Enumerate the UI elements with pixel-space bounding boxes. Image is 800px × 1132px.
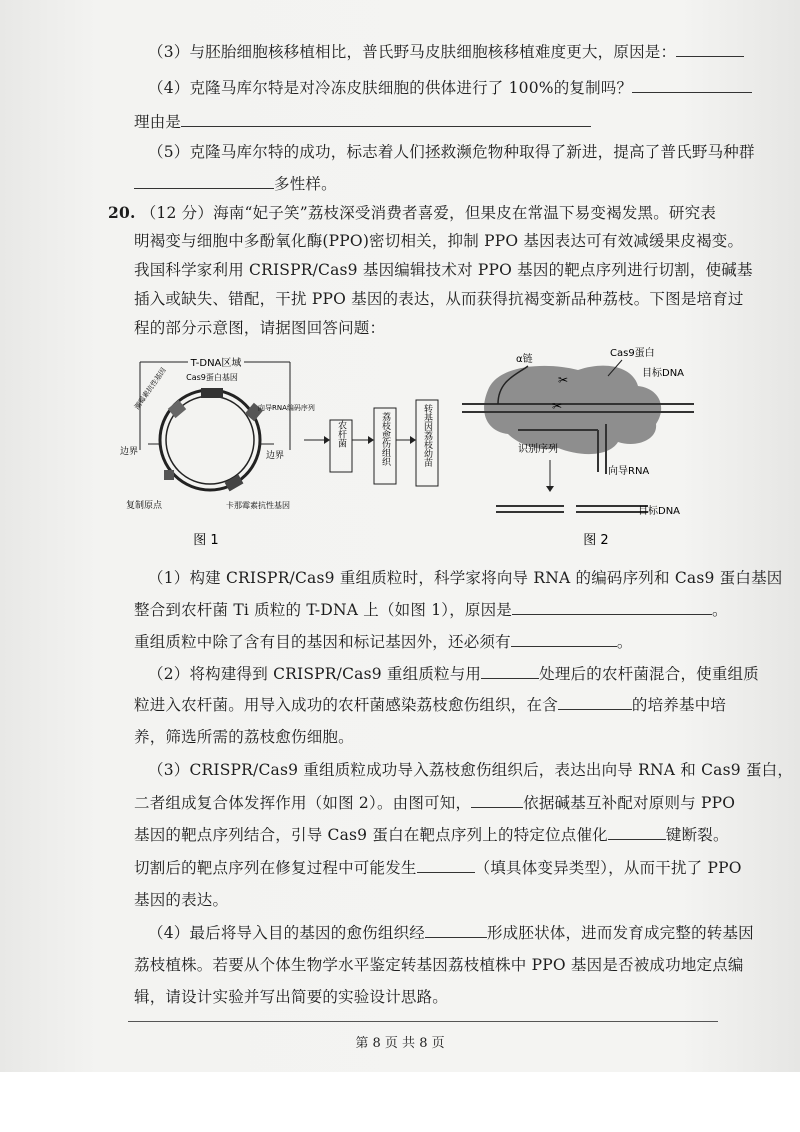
- q20-2-text: （2）将构建得到 CRISPR/Cas9 重组质粒与用: [148, 665, 482, 683]
- answer-blank[interactable]: [632, 76, 752, 93]
- q20-3-line2: [134, 791, 735, 813]
- q20-intro-line5: [134, 316, 385, 338]
- answer-blank[interactable]: [181, 110, 591, 127]
- q20-3-text: 切割后的靶点序列在修复过程中可能发生: [134, 859, 417, 877]
- q20-3-text: 依据碱基互补配对原则与 PPO: [523, 794, 736, 812]
- q20-2-text: 的培养基中培: [631, 696, 727, 714]
- cut-site-icon: ✂: [558, 373, 569, 387]
- cas9-gene-block: [201, 388, 223, 398]
- q20-2-line1: [148, 662, 759, 684]
- hygro-gene-block: [168, 400, 186, 418]
- answer-blank[interactable]: [425, 921, 487, 938]
- answer-blank[interactable]: [417, 856, 475, 873]
- q20-3-text: （3）CRISPR/Cas9 重组质粒成功导入荔枝愈伤组织后，表达出向导 RNA 和 Cas9 蛋白，: [148, 761, 794, 779]
- q20-4-line1: [148, 921, 754, 943]
- q20-intro-line1: [108, 201, 716, 223]
- q20-number: 20.: [108, 203, 136, 222]
- q20-2-text: 粒进入农杆菌。用导入成功的农杆菌感染荔枝愈伤组织，在含: [134, 696, 558, 714]
- q20-intro-line2: [134, 229, 743, 251]
- q20-intro-line4: [134, 287, 744, 309]
- q20-1-text: 整合到农杆菌 Ti 质粒的 T-DNA 上（如图 1），原因是: [134, 601, 513, 619]
- q19-5-line2: [134, 172, 337, 194]
- box-seedling-text: 转基因荔枝幼苗: [422, 404, 432, 467]
- q19-5-line1: [148, 140, 755, 162]
- q20-intro-text: 插入或缺失、错配，干扰 PPO 基因的表达，从而获得抗褐变新品种荔枝。下图是培育过: [134, 290, 744, 308]
- footer-divider: [128, 1021, 718, 1022]
- q20-4-line3: [134, 985, 448, 1007]
- q19-4-reason-label: 理由是: [134, 113, 182, 131]
- recognition-label: 识别序列: [518, 444, 558, 455]
- q20-4-text: （4）最后将导入目的基因的愈伤组织经: [148, 924, 425, 942]
- hygro-label: 潮霉素抗性基因: [133, 366, 168, 412]
- box-agrobacterium-text: 农杆菌: [336, 420, 346, 448]
- q19-4-line: [148, 76, 752, 98]
- tdna-region-label: T-DNA区域: [190, 358, 242, 369]
- q20-1-line3: [134, 630, 633, 652]
- q20-intro-text: （12 分）海南“妃子笑”荔枝深受消费者喜爱，但果皮在常温下易变褐发黑。研究表: [140, 204, 717, 222]
- q19-3-text: （3）与胚胎细胞核移植相比，普氏野马皮肤细胞核移植难度更大，原因是：: [148, 43, 677, 61]
- guide-rna-label: 向导RNA: [608, 466, 650, 477]
- q20-1-line2: [134, 598, 728, 620]
- guide-rna-label: 向导RNA编码序列: [258, 404, 315, 412]
- q20-2-text: 处理后的农杆菌混合，使重组质: [539, 665, 759, 683]
- figure-2-caption: 图 2: [583, 533, 609, 548]
- q20-3-text: （填具体变异类型），从而干扰了 PPO: [474, 859, 742, 877]
- target-dna-top-label: 目标DNA: [642, 368, 685, 379]
- figure-1-caption: 图 1: [193, 533, 219, 548]
- q20-intro-line3: [134, 258, 753, 280]
- q20-3-text: 键断裂。: [665, 826, 729, 844]
- q20-3-line3: [134, 823, 729, 845]
- q20-4-line2: [134, 953, 744, 975]
- q20-3-line1: [148, 758, 793, 780]
- answer-blank[interactable]: [512, 598, 712, 615]
- q20-intro-text: 明褐变与细胞中多酚氧化酶(PPO)密切相关，抑制 PPO 基因表达可有效减缓果皮褐变。: [134, 232, 744, 250]
- q20-3-text: 基因的靶点序列结合，引导 Cas9 蛋白在靶点序列上的特定位点催化: [134, 826, 608, 844]
- alpha-chain-label: α链: [516, 354, 533, 365]
- q19-5-text: （5）克隆马库尔特的成功，标志着人们拯救濒危物种取得了新进，提高了普氏野马种群: [148, 143, 755, 161]
- q20-2-line2: [134, 693, 726, 715]
- q20-2-line3: [134, 725, 354, 747]
- page-number: 第 8 页 共 8 页: [355, 1036, 445, 1051]
- target-dna-bottom-label: 目标DNA: [638, 506, 681, 517]
- answer-blank[interactable]: [511, 630, 617, 647]
- box-callus-text: 荔枝愈伤组织: [380, 412, 390, 466]
- q20-intro-text: 我国科学家利用 CRISPR/Cas9 基因编辑技术对 PPO 基因的靶点序列进行切割，使碱基: [134, 261, 753, 279]
- q20-2-text: 养，筛选所需的荔枝愈伤细胞。: [134, 728, 354, 746]
- q19-4-text: （4）克隆马库尔特是对冷冻皮肤细胞的供体进行了 100%的复制吗？: [148, 79, 633, 97]
- bottom-margin: [0, 1072, 800, 1132]
- figure-1: [118, 340, 458, 550]
- answer-blank[interactable]: [558, 693, 632, 710]
- answer-blank[interactable]: [608, 823, 666, 840]
- q20-1-line1: [148, 566, 782, 588]
- cut-site-icon: ✂: [552, 399, 563, 413]
- answer-blank[interactable]: [481, 662, 539, 679]
- q19-3-line: [148, 40, 744, 62]
- answer-blank[interactable]: [471, 791, 523, 808]
- q20-3-line4: [134, 856, 742, 878]
- q20-1-text: （1）构建 CRISPR/Cas9 重组质粒时，科学家将向导 RNA 的编码序列和 Cas9 蛋白基因: [148, 569, 783, 587]
- q20-3-text: 基因的表达。: [134, 891, 229, 909]
- border-left-label: 边界: [120, 447, 139, 457]
- q19-5-end-text: 多性样。: [274, 175, 337, 193]
- cas9-protein-shape: [484, 366, 661, 454]
- kana-label: 卡那霉素抗性基因: [226, 501, 290, 510]
- q20-1-text: 重组质粒中除了含有目的基因和标记基因外，还必须有: [134, 633, 511, 651]
- cas9-gene-label: Cas9蛋白基因: [186, 373, 238, 382]
- cas9-label: Cas9蛋白: [610, 348, 655, 359]
- q20-1-text: 。: [616, 633, 633, 651]
- answer-blank[interactable]: [134, 172, 274, 189]
- figure-2: [458, 344, 698, 550]
- q20-4-text: 荔枝植株。若要从个体生物学水平鉴定转基因荔枝植株中 PPO 基因是否被成功地定点编: [134, 956, 744, 974]
- q20-4-text: 辑，请设计实验并写出简要的实验设计思路。: [134, 988, 449, 1006]
- q20-3-text: 二者组成复合体发挥作用（如图 2）。由图可知，: [134, 794, 472, 812]
- q20-intro-text: 程的部分示意图，请据图回答问题：: [134, 319, 386, 337]
- q20-4-text: 形成胚状体，进而发育成完整的转基因: [486, 924, 754, 942]
- origin-label: 复制原点: [126, 501, 163, 511]
- origin-block: [164, 470, 174, 480]
- answer-blank[interactable]: [676, 40, 744, 57]
- q20-3-line5: [134, 888, 228, 910]
- border-right-label: 边界: [266, 451, 285, 461]
- q20-1-text: 。: [712, 601, 728, 619]
- q19-4-reason-line: [134, 110, 591, 132]
